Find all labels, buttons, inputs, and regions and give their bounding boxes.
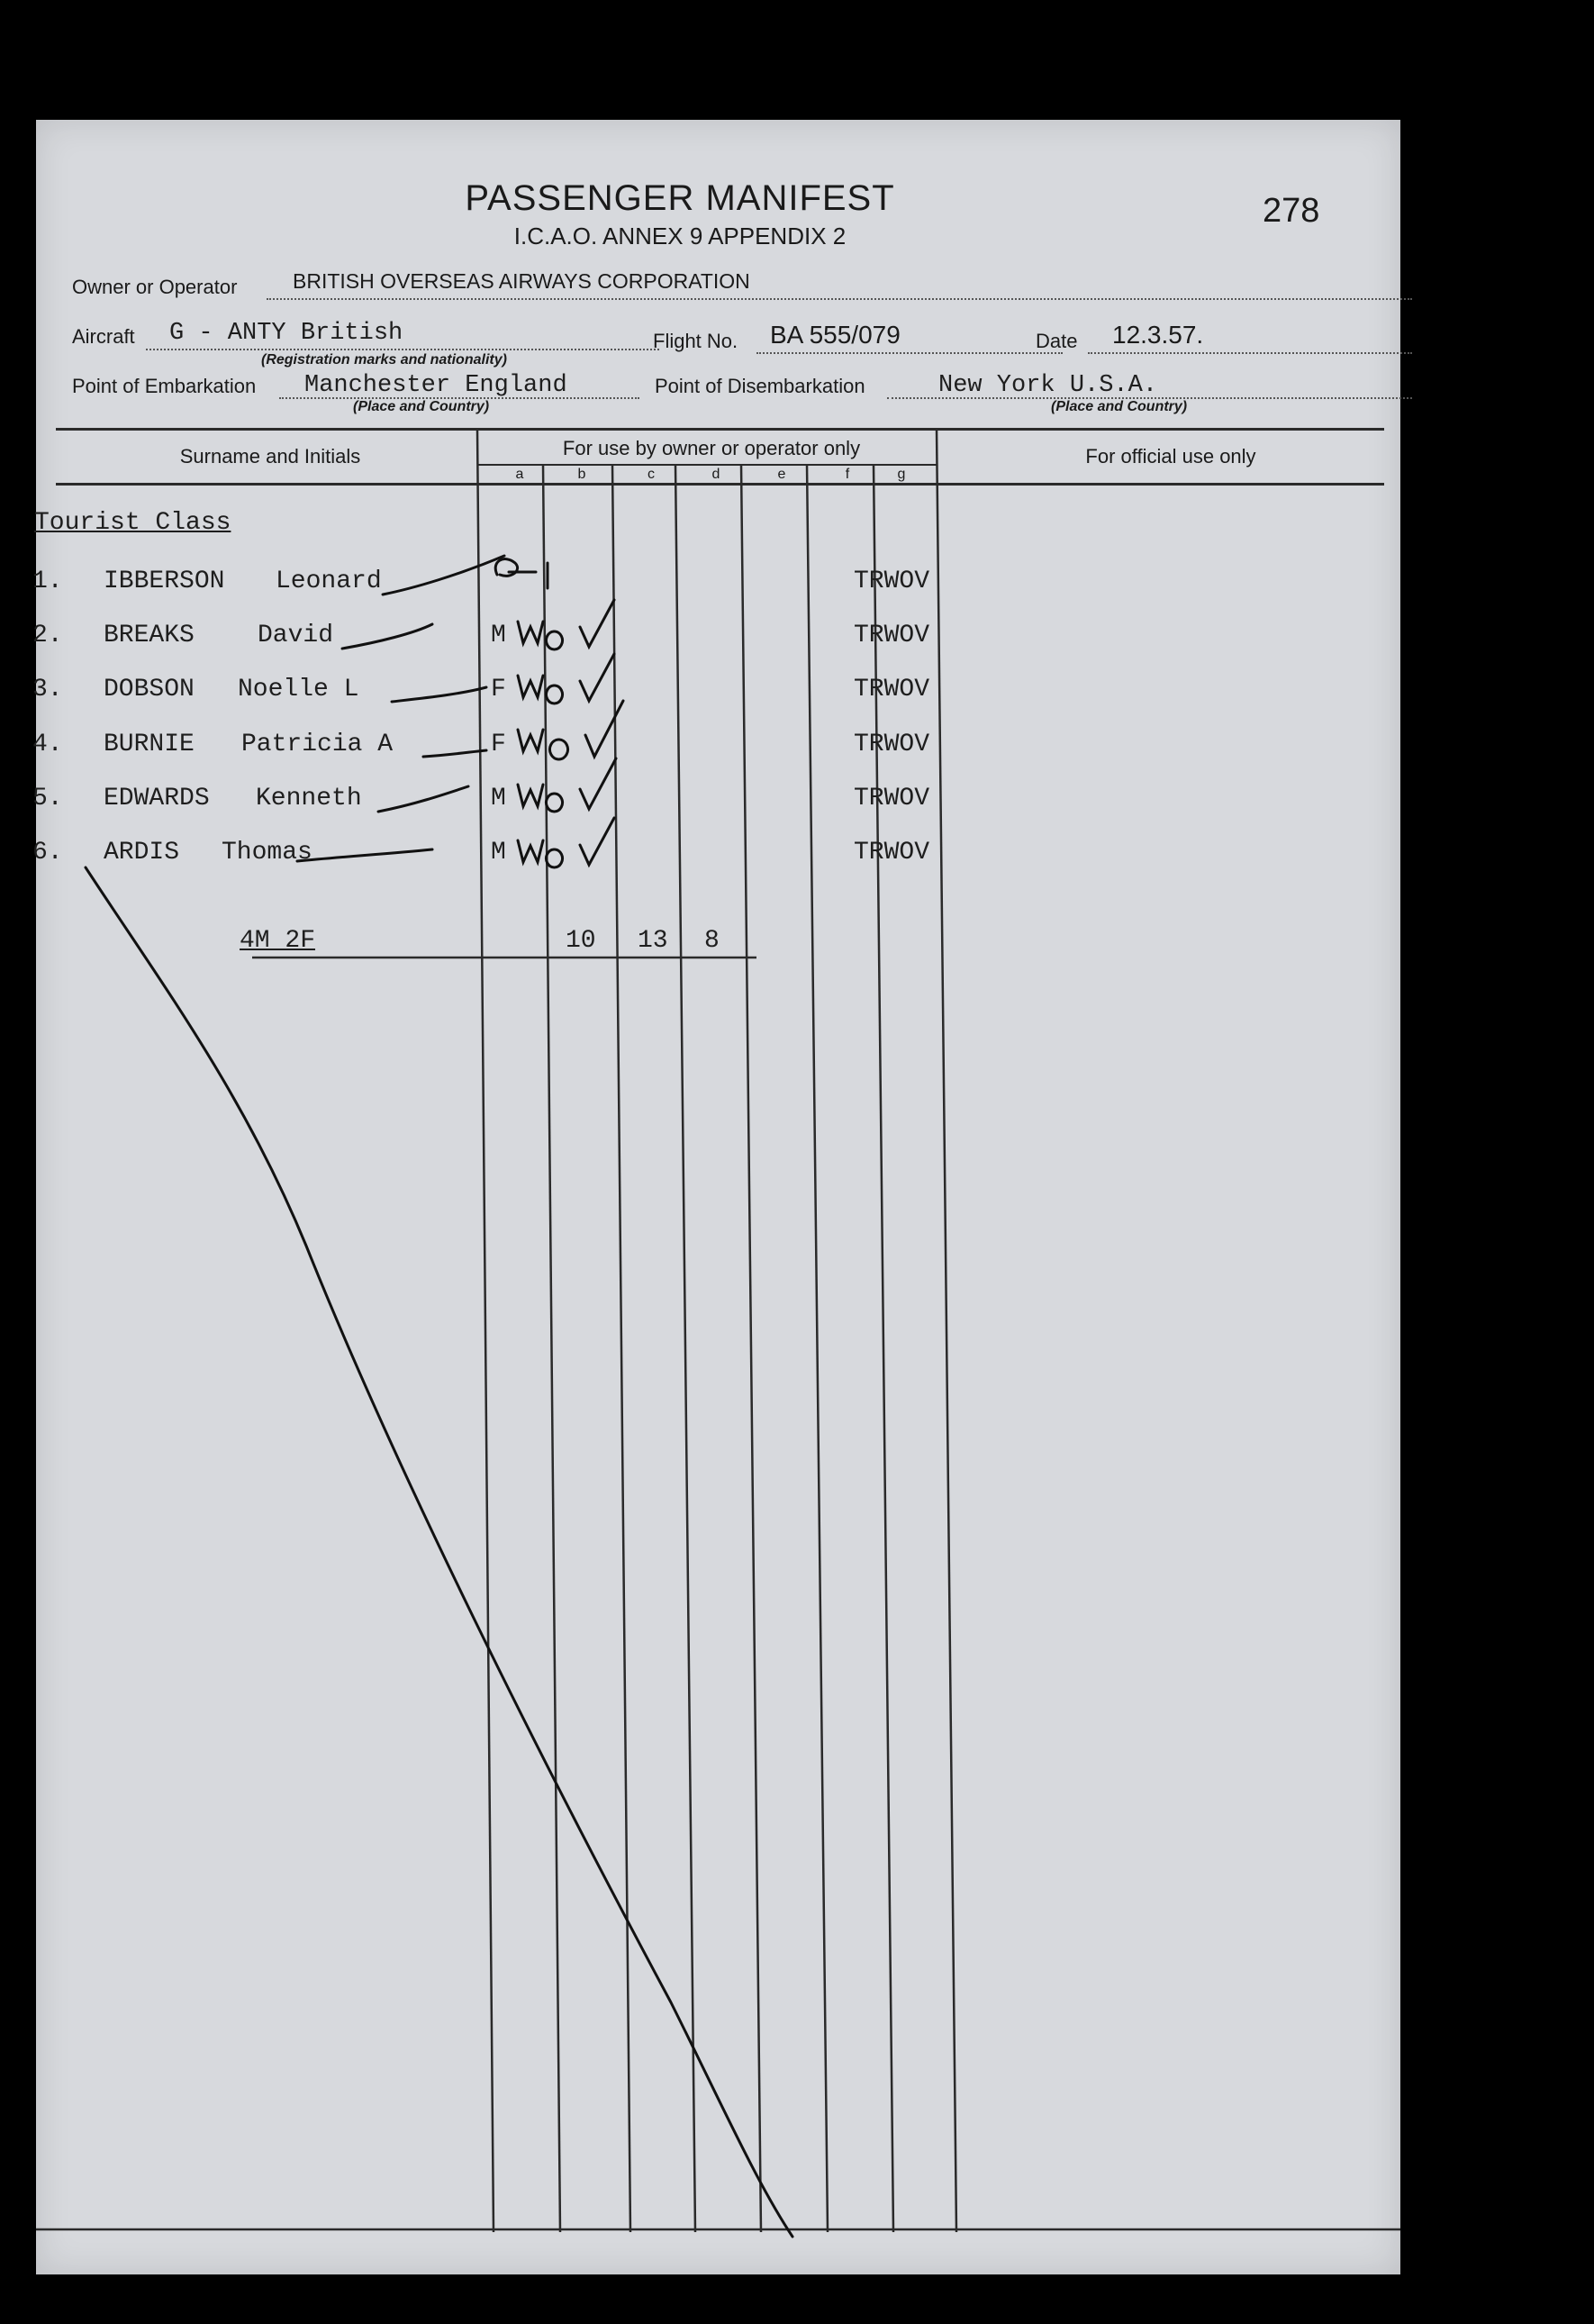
col-surname-header: Surname and Initials	[179, 445, 361, 468]
disembark-note: (Place and Country)	[1051, 399, 1188, 414]
page-title: PASSENGER MANIFEST	[465, 178, 895, 218]
embark-value: Manchester England	[304, 372, 567, 399]
row-2-given: David	[258, 622, 334, 649]
disembark-value: New York U.S.A.	[938, 372, 1158, 399]
row-3-sex: F	[491, 676, 506, 704]
aircraft-value: G - ANTY British	[169, 320, 403, 347]
row-4-num: 4.	[32, 731, 63, 758]
subcol-b: b	[577, 467, 586, 482]
row-5-given: Kenneth	[256, 785, 362, 812]
aircraft-label: Aircraft	[72, 325, 135, 348]
row-5-sex: M	[491, 785, 506, 812]
totals-summary: 4M 2F	[240, 927, 316, 955]
page-number: 278	[1263, 192, 1320, 230]
owner-label: Owner or Operator	[72, 276, 238, 298]
row-4-surname: BURNIE	[104, 731, 195, 758]
embark-label: Point of Embarkation	[72, 375, 257, 397]
col-owner-header: For use by owner or operator only	[562, 437, 861, 459]
row-4-code: TRWOV	[854, 731, 930, 758]
row-5-surname: EDWARDS	[104, 785, 210, 812]
flight-value: BA 555/079	[770, 321, 901, 349]
row-1-code: TRWOV	[854, 567, 930, 595]
page-subtitle: I.C.A.O. ANNEX 9 APPENDIX 2	[513, 222, 847, 250]
flight-label: Flight No.	[653, 330, 738, 352]
row-6-given: Thomas	[222, 839, 312, 867]
row-6-num: 6.	[32, 839, 63, 867]
subcol-e: e	[777, 467, 786, 482]
embark-note: (Place and Country)	[353, 399, 490, 414]
row-2-sex: M	[491, 622, 506, 649]
row-1-given: Leonard	[276, 567, 382, 595]
manifest-sheet	[32, 120, 1400, 2274]
row-1-num: 1.	[32, 567, 63, 595]
row-3-num: 3.	[32, 676, 63, 704]
aircraft-note: (Registration marks and nationality)	[261, 352, 507, 368]
totals-col-d: 8	[704, 927, 720, 955]
row-2-code: TRWOV	[854, 622, 930, 649]
owner-value: BRITISH OVERSEAS AIRWAYS CORPORATION	[293, 269, 750, 293]
row-3-code: TRWOV	[854, 676, 930, 704]
totals-col-b: 10	[566, 927, 596, 955]
subcol-g: g	[897, 467, 906, 482]
row-2-num: 2.	[32, 622, 63, 649]
row-5-code: TRWOV	[854, 785, 930, 812]
disembark-label: Point of Disembarkation	[655, 375, 865, 397]
date-value: 12.3.57.	[1112, 321, 1204, 349]
subcol-a: a	[515, 467, 524, 482]
row-4-given: Patricia A	[241, 731, 394, 758]
row-4-sex: F	[491, 731, 506, 758]
row-6-code: TRWOV	[854, 839, 930, 867]
row-6-surname: ARDIS	[104, 839, 180, 867]
row-3-surname: DOBSON	[104, 676, 195, 704]
subcol-f: f	[845, 467, 850, 482]
row-6-sex: M	[491, 839, 506, 867]
row-5-num: 5.	[32, 785, 63, 812]
date-label: Date	[1036, 330, 1078, 352]
row-2-surname: BREAKS	[104, 622, 195, 649]
handwritten-annotations	[36, 120, 1400, 2274]
col-official-header: For official use only	[1085, 445, 1256, 468]
section-tourist-class: Tourist Class	[34, 509, 231, 537]
totals-col-c: 13	[638, 927, 668, 955]
row-3-given: Noelle L	[238, 676, 359, 704]
row-1-surname: IBBERSON	[104, 567, 225, 595]
subcol-c: c	[648, 467, 655, 482]
subcol-d: d	[711, 467, 720, 482]
